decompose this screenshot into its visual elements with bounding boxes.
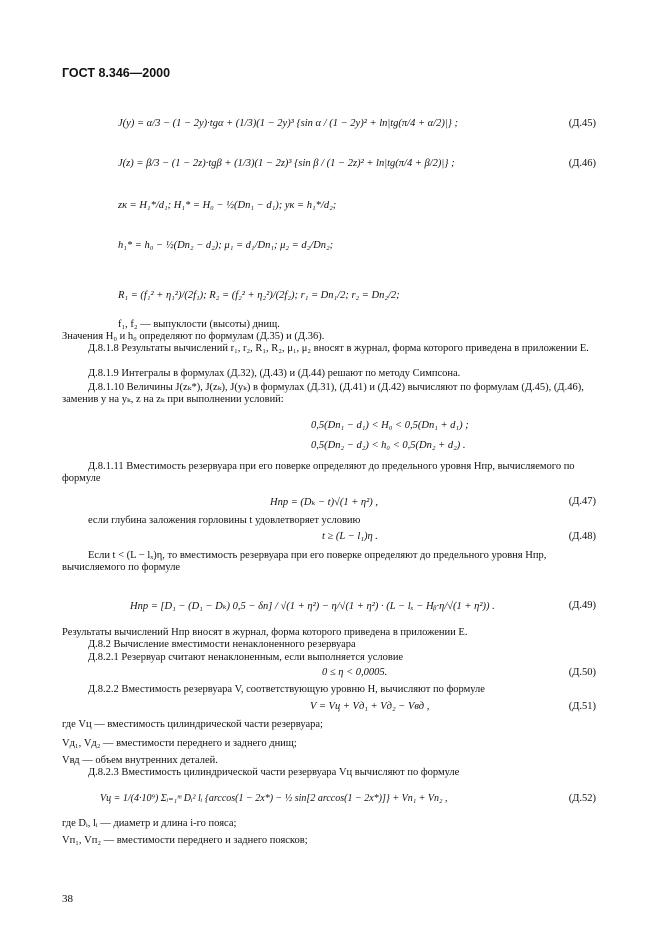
equation-number-d48: (Д.48) — [568, 531, 596, 542]
paragraph-where-di: где Dᵢ, lᵢ — диаметр и длина i-го пояса; — [62, 818, 237, 829]
paragraph-vd: Vд₁, Vд₂ — вместимости переднего и заднего днищ; — [62, 738, 297, 749]
formula-r: R₁ = (f₁² + η₁²)/(2f₁); R₂ = (f₂² + η₂²)/(2f₂); r₁ = Dп₁/2; r₂ = Dп₂/2; — [118, 290, 400, 301]
formula-d47: Hпр = (Dₖ − t)√(1 + η²) , — [270, 497, 379, 508]
paragraph-d819: Д.8.1.9 Интегралы в формулах (Д.32), (Д.43) и (Д.44) решают по методу Симпсона. — [88, 368, 461, 379]
paragraph-d818: Д.8.1.8 Результаты вычислений r₁, r₂, R₁, R₂, μ₁, μ₂ вносят в журнал, форма которого приведена в приложении Е. — [88, 343, 589, 354]
equation-number-d45: (Д.45) — [568, 118, 596, 129]
heading-d882: Д.8.2 Вычисление вместимости ненаклоненного резервуара — [88, 639, 356, 650]
paragraph-d8822: Д.8.2.2 Вместимость резервуара V, соответствующую уровню H, вычисляют по формуле — [88, 684, 485, 695]
formula-d45: J(y) = α/3 − (1 − 2y)·tgα + (1/3)(1 − 2y)³ {sin α / (1 − 2y)² + ln|tg(π/4 + α/2)|} ; — [118, 118, 459, 129]
formula-d46: J(z) = β/3 − (1 − 2z)·tgβ + (1/3)(1 − 2z)³ {sin β / (1 − 2z)² + ln|tg(π/4 + β/2)|} ; — [118, 158, 455, 169]
equation-number-d47: (Д.47) — [568, 496, 596, 507]
formula-d50: 0 ≤ η < 0,0005. — [322, 667, 388, 678]
page-header: ГОСТ 8.346—2000 — [62, 66, 171, 80]
formula-d52: Vц = 1/(4·10⁹) Σᵢ₌₁ᵐ Dᵢ² lᵢ {arccos(1 − 2x*) − ½ sin[2 arccos(1 − 2x*)]} + Vп₁ + Vп₂ , — [100, 793, 448, 804]
paragraph-if-t: Если t < (L − lₓ)η, то вместимость резервуара при его поверке определяют до предельного уровня Hпр, вычисляемого по формуле — [62, 550, 547, 574]
formula-d51: V = Vц + Vд₁ + Vд₂ − Vвд , — [310, 701, 430, 712]
formula-d48: t ≥ (L − l₁)η . — [322, 531, 378, 542]
paragraph-f-definition: f₁, f₂ — выпуклости (высоты) днищ. — [118, 319, 280, 330]
equation-number-d49: (Д.49) — [568, 600, 596, 611]
condition-1: 0,5(Dп₁ − d₁) < H₀ < 0,5(Dп₁ + d₁) ; — [311, 420, 469, 431]
paragraph-where-vc: где Vц — вместимость цилиндрической части резервуара; — [62, 719, 323, 730]
paragraph-depth-condition: если глубина заложения горловины t удовлетворяет условию — [88, 515, 361, 526]
equation-number-d50: (Д.50) — [568, 667, 596, 678]
page-number: 38 — [62, 893, 73, 905]
condition-2: 0,5(Dп₂ − d₂) < h₀ < 0,5(Dп₂ + d₂) . — [311, 440, 466, 451]
equation-number-d51: (Д.51) — [568, 701, 596, 712]
equation-number-d46: (Д.46) — [568, 158, 596, 169]
formula-h1: h₁* = h₀ − ½(Dп₂ − d₂); μ₁ = d₁/Dп₁; μ₂ = d₂/Dп₂; — [118, 240, 334, 251]
paragraph-values: Значения H₀ и h₀ определяют по формулам (Д.35) и (Д.36). — [62, 331, 325, 342]
paragraph-vvd: Vвд — объем внутренних деталей. — [62, 755, 218, 766]
formula-zk: zк = H₁*/d₁; H₁* = H₀ − ½(Dп₁ − d₁); yк = h₁*/d₂; — [118, 200, 337, 211]
paragraph-d8110: Д.8.1.10 Величины J(zₖ*), J(zₖ), J(yₖ) в формулах (Д.31), (Д.41) и (Д.42) вычисляют по формулам (Д.45), (Д.46), заменив y на yₖ, z на zₖ при выполнении условий: — [62, 382, 584, 406]
paragraph-results: Результаты вычислений Hпр вносят в журнал, форма которого приведена в приложении Е. — [62, 627, 468, 638]
paragraph-d8111: Д.8.1.11 Вместимость резервуара при его поверке определяют до предельного уровня Hпр, вычисляемого по формуле — [62, 461, 575, 485]
paragraph-d8821: Д.8.2.1 Резервуар считают ненаклоненным, если выполняется условие — [88, 652, 404, 663]
formula-d49: Hпр = [D₁ − (D₁ − Dₖ) 0,5 − δп] / √(1 + η²) − η/√(1 + η²) · (L − lₓ − Hᵦ·η/√(1 + η²)) . — [130, 601, 495, 612]
paragraph-d8823: Д.8.2.3 Вместимость цилиндрической части резервуара Vц вычисляют по формуле — [88, 767, 460, 778]
paragraph-vp: Vп₁, Vп₂ — вместимости переднего и заднего поясков; — [62, 835, 308, 846]
equation-number-d52: (Д.52) — [568, 793, 596, 804]
